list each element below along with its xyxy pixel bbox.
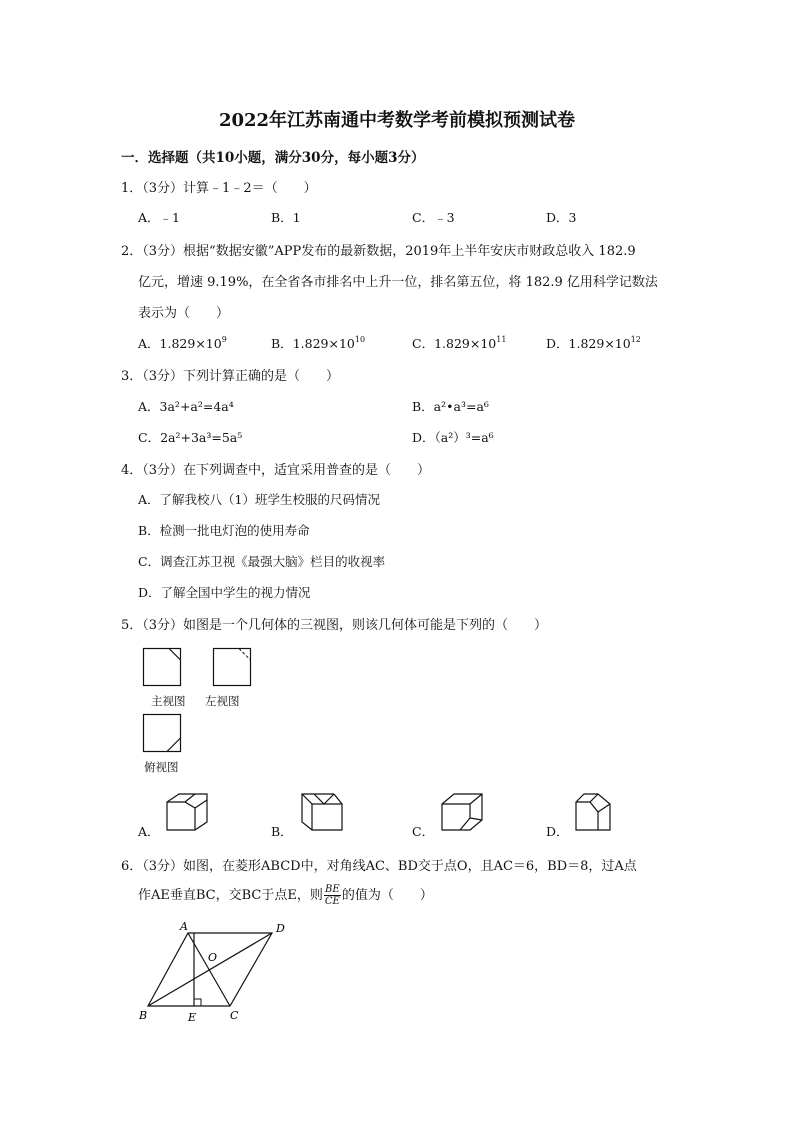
left-view-figure bbox=[213, 648, 253, 688]
point-label-a: A bbox=[180, 920, 188, 933]
solid-option-b-figure bbox=[300, 792, 346, 834]
q5-option-c: C． bbox=[412, 824, 435, 839]
question-2-line-3: 表示为（ ） bbox=[138, 306, 230, 321]
q1-option-d: D．3 bbox=[546, 210, 577, 225]
solid-option-c-figure bbox=[440, 792, 486, 834]
point-label-e: E bbox=[188, 1011, 197, 1024]
point-label-b: B bbox=[139, 1009, 148, 1022]
left-view-caption: 左视图 bbox=[205, 694, 240, 708]
solid-option-d-figure bbox=[574, 792, 620, 834]
q2-option-a: A．$1.829\times 10^9$ bbox=[138, 335, 227, 351]
q3-option-b: B．a²•a³=a⁶ bbox=[412, 399, 489, 414]
point-label-o: O bbox=[208, 951, 218, 964]
fraction-be-over-ce: $\frac{BE}{CE}$ bbox=[324, 884, 340, 907]
q5-option-a: A． bbox=[138, 824, 160, 839]
q1-option-a: A．﹣1 bbox=[138, 210, 180, 225]
q3-option-c: C．2a²+3a³=5a⁵ bbox=[138, 430, 243, 445]
question-3-stem: 3．（3分）下列计算正确的是（ ） bbox=[121, 369, 340, 384]
rhombus-figure bbox=[135, 918, 305, 1028]
point-label-d: D bbox=[276, 922, 285, 935]
q5-option-b: B． bbox=[271, 824, 293, 839]
q5-option-d: D． bbox=[546, 824, 569, 839]
q4-option-a: A．了解我校八（1）班学生校服的尺码情况 bbox=[138, 492, 380, 507]
question-2-line-2: 亿元，增速 9.19%，在全省各市排名中上升一位，排名第五位，将 182.9 亿用科学记数法 bbox=[138, 275, 658, 290]
question-6-line-2: 作AE垂直BC，交BC于点E，则 $\frac{BE}{CE}$ 的值为（ ） bbox=[138, 884, 433, 907]
solid-option-a-figure bbox=[165, 792, 211, 834]
point-label-c: C bbox=[230, 1009, 239, 1022]
q2-option-b: B．$1.829\times 10^{10}$ bbox=[271, 335, 366, 351]
top-view-figure bbox=[143, 714, 183, 754]
q3-option-d: D．（a²）³=a⁶ bbox=[412, 430, 494, 445]
question-2-line-1: 2．（3分）根据“数据安徽”APP发布的最新数据，2019年上半年安庆市财政总收入 182.9 bbox=[121, 244, 636, 259]
q4-option-c: C．调查江苏卫视《最强大脑》栏目的收视率 bbox=[138, 554, 386, 569]
section-heading: 一．选择题（共10小题，满分30分，每小题3分） bbox=[121, 150, 425, 166]
q4-option-b: B．检测一批电灯泡的使用寿命 bbox=[138, 523, 310, 538]
q3-option-a: A．3a²+a²=4a⁴ bbox=[138, 399, 234, 414]
q1-option-b: B．1 bbox=[271, 210, 301, 225]
question-1-stem: 1．（3分）计算﹣1﹣2＝（ ） bbox=[121, 181, 317, 196]
q2-option-d: D．$1.829\times 10^{12}$ bbox=[546, 335, 641, 351]
paper-title: 2022年江苏南通中考数学考前模拟预测试卷 bbox=[218, 110, 576, 131]
q1-option-c: C．﹣3 bbox=[412, 210, 455, 225]
front-view-figure bbox=[143, 648, 183, 688]
question-6-line-1: 6．（3分）如图，在菱形ABCD中，对角线AC、BD交于点O，且AC＝6，BD＝8，过A点 bbox=[121, 859, 637, 874]
front-view-caption: 主视图 bbox=[151, 694, 186, 708]
question-4-stem: 4．（3分）在下列调查中，适宜采用普查的是（ ） bbox=[121, 463, 431, 478]
q2-option-c: C．$1.829\times 10^{11}$ bbox=[412, 335, 507, 351]
question-5-stem: 5．（3分）如图是一个几何体的三视图，则该几何体可能是下列的（ ） bbox=[121, 618, 548, 633]
q4-option-d: D．了解全国中学生的视力情况 bbox=[138, 585, 311, 600]
top-view-caption: 俯视图 bbox=[144, 760, 179, 774]
